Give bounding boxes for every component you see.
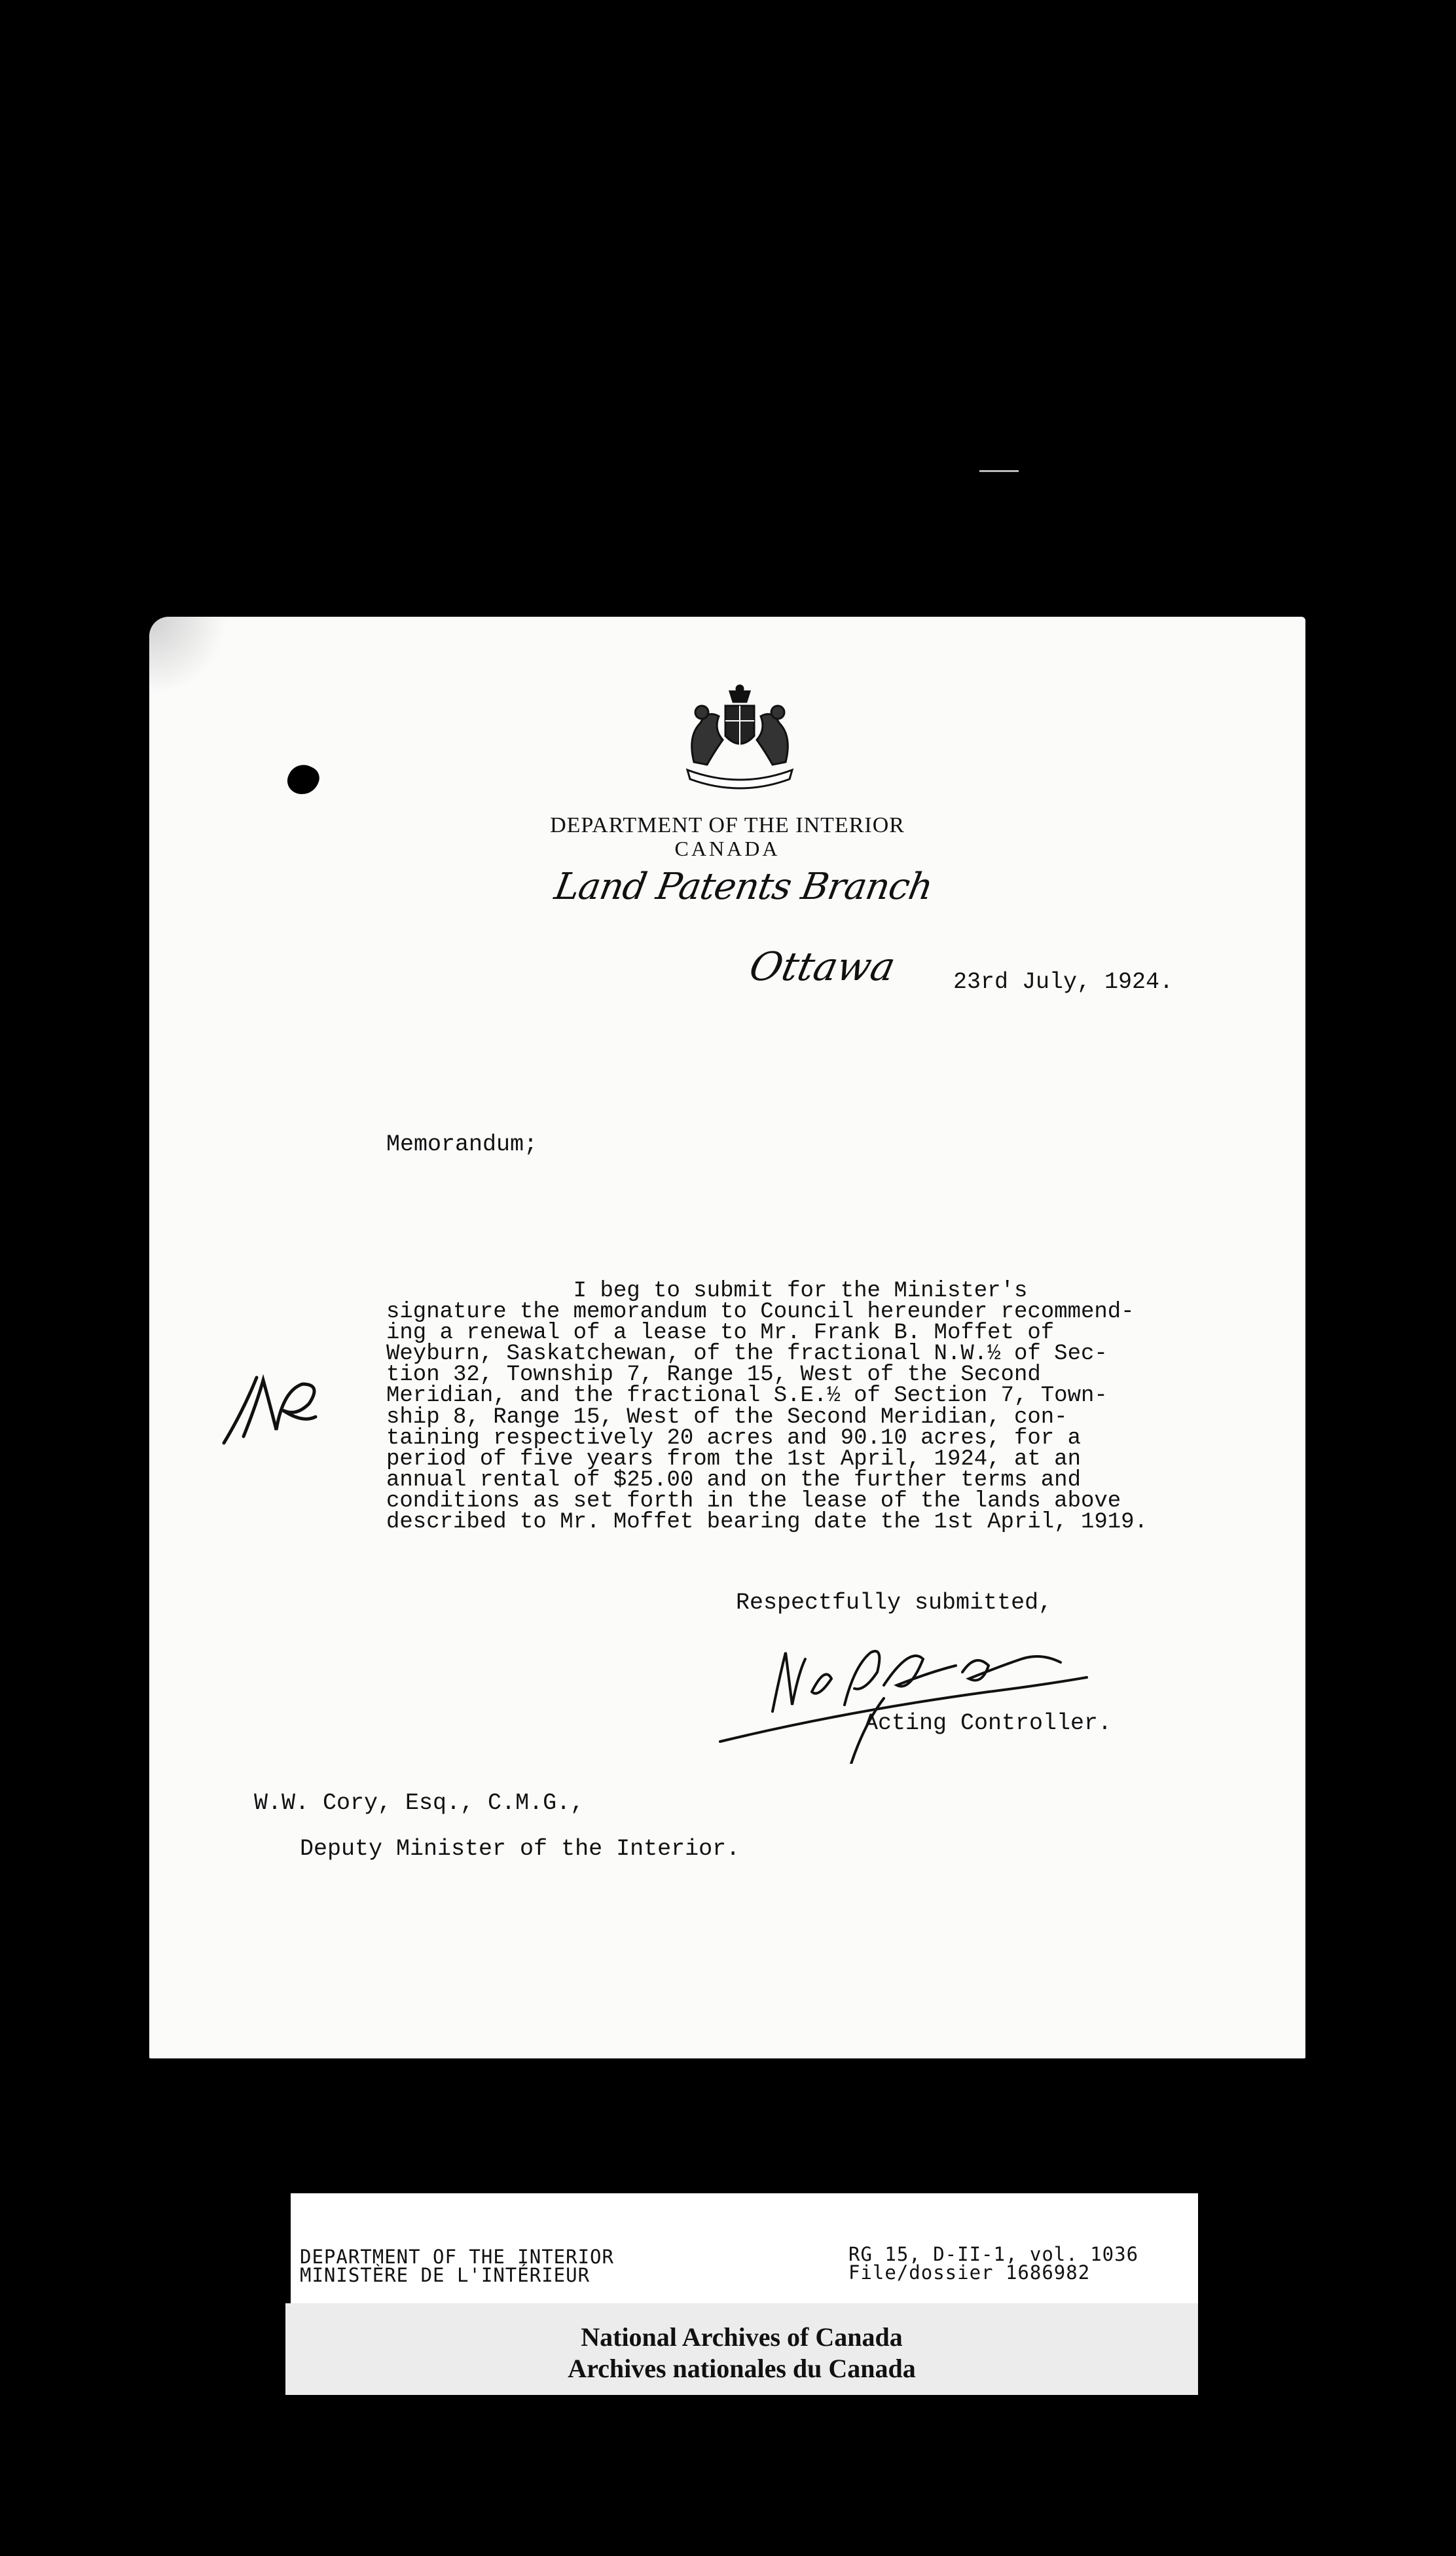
body-line: signature the memorandum to Council hereunder recommend-	[386, 1300, 1135, 1325]
body-line: conditions as set forth in the lease of the lands above	[386, 1488, 1121, 1514]
scan-mark	[979, 470, 1019, 472]
body-line: period of five years from the 1st April, 1924, at an	[386, 1446, 1081, 1472]
archive-name-fr: Archives nationales du Canada	[568, 2354, 916, 2383]
letter-date: 23rd July, 1924.	[953, 969, 1174, 995]
department-country: CANADA	[674, 837, 780, 860]
body-line: described to Mr. Moffet bearing date the 1st April, 1919.	[386, 1510, 1148, 1535]
page-corner-shadow	[149, 617, 228, 695]
branch-name: Land Patents Branch	[551, 866, 936, 908]
body-line: tion 32, Township 7, Range 15, West of the Second	[386, 1362, 1041, 1388]
closing-line: Respectfully submitted,	[736, 1590, 1053, 1616]
letter-sheet	[149, 617, 1305, 2058]
letter-body	[386, 1281, 1148, 1533]
body-line: annual rental of $25.00 and on the further terms and	[386, 1467, 1081, 1493]
label-department-fr: MINISTÈRE DE L'INTÉRIEUR	[300, 2264, 591, 2286]
body-line: Meridian, and the fractional S.E.½ of Section 7, Town-	[386, 1383, 1108, 1409]
archive-reference-label	[291, 2193, 1198, 2303]
city-name: Ottawa	[745, 944, 900, 990]
body-line: ing a renewal of a lease to Mr. Frank B. Moffet of	[386, 1321, 1055, 1346]
ink-smudge	[283, 759, 323, 799]
initials-mark-icon	[217, 1364, 322, 1450]
handwritten-signature	[714, 1613, 1093, 1764]
archive-name-en: National Archives of Canada	[581, 2322, 903, 2352]
addressee-title: Deputy Minister of the Interior.	[300, 1836, 740, 1862]
coat-of-arms-icon	[668, 684, 812, 795]
signer-title: Acting Controller.	[864, 1710, 1112, 1736]
body-line: I beg to submit for the Minister's	[386, 1279, 1028, 1304]
memo-title: Memorandum;	[386, 1131, 538, 1158]
archive-name-label	[285, 2303, 1198, 2395]
body-line: taining respectively 20 acres and 90.10 acres, for a	[386, 1425, 1081, 1451]
body-line: ship 8, Range 15, West of the Second Meridian, con-	[386, 1404, 1068, 1430]
label-department-en: DEPARTMENT OF THE INTERIOR	[300, 2246, 614, 2268]
label-file-number: File/dossier 1686982	[848, 2261, 1091, 2284]
label-reference: RG 15, D-II-1, vol. 1036	[848, 2243, 1139, 2265]
body-line: Weyburn, Saskatchewan, of the fractional N.W.½ of Sec-	[386, 1342, 1108, 1367]
department-name: DEPARTMENT OF THE INTERIOR	[550, 813, 905, 837]
addressee-name: W.W. Cory, Esq., C.M.G.,	[254, 1790, 585, 1816]
